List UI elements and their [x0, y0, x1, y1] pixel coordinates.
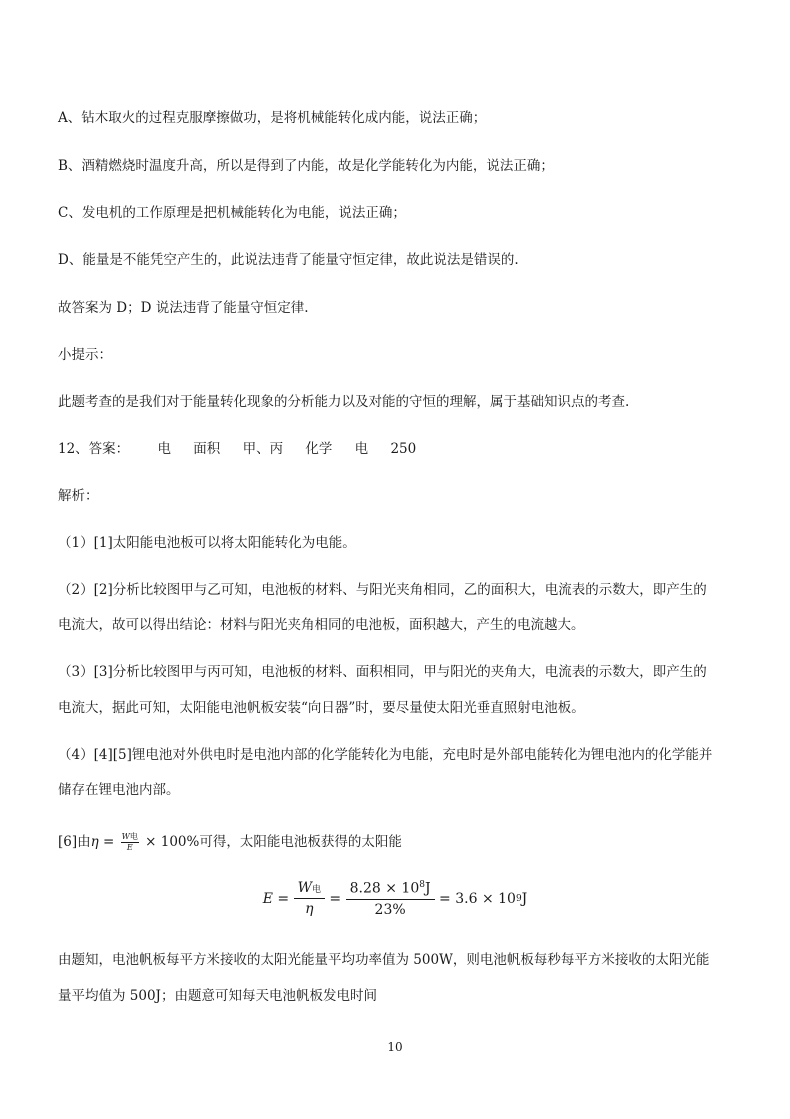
f2-numerator-exp: 8 — [419, 880, 425, 890]
paragraph-1: （1）[1]太阳能电池板可以将太阳能转化为电能。 — [58, 535, 356, 551]
fraction-1 — [294, 880, 325, 917]
inline-numerator-sub: 电 — [129, 832, 138, 841]
answer-5: 电 — [354, 441, 369, 457]
formula-suffix: 可得，太阳能电池板获得的太阳能 — [199, 834, 402, 850]
equals-sign: = — [98, 834, 119, 850]
equals-1: = — [272, 890, 294, 907]
f1-denominator: η — [305, 901, 314, 918]
option-d-text: D、能量是不能凭空产生的，此说法违背了能量守恒定律，故此说法是错误的. — [58, 252, 519, 268]
option-b-text: B、酒精燃烧时温度升高，所以是得到了内能，故是化学能转化为内能，说法正确； — [58, 158, 554, 174]
eta-symbol: η — [90, 834, 99, 850]
f1-numerator-sub: 电 — [311, 885, 321, 896]
q12-label: 12、答案： — [58, 441, 130, 457]
option-c-text: C、发电机的工作原理是把机械能转化为电能，说法正确； — [58, 205, 406, 221]
answer-3: 甲、丙 — [242, 441, 284, 457]
paragraph-3-line-1: （3）[3]分析比较图甲与丙可知，电池板的材料、面积相同，甲与阳光的夹角大，电流表的示数大，即产生的 — [58, 664, 707, 680]
inline-denominator: E — [126, 843, 133, 852]
paragraph-7-line-2: 量平均值为 500J；由题意可知每天电池帆板发电时间 — [58, 988, 377, 1004]
answer-4: 化学 — [305, 441, 333, 457]
paragraph-7-line-1: 由题知，电池帆板每平方米接收的太阳光能量平均功率值为 500W，则电池帆板每秒每平方米接收的太阳光能 — [58, 952, 710, 968]
f2-numerator-unit: J — [424, 880, 431, 897]
energy-formula-display — [0, 880, 790, 918]
inline-numerator: W — [121, 832, 130, 841]
option-a-text: A、钻木取火的过程克服摩擦做功，是将机械能转化成内能，说法正确； — [58, 110, 487, 126]
page-number: 10 — [387, 1040, 403, 1054]
tip-text: 此题考查的是我们对于能量转化现象的分析能力以及对能的守恒的理解，属于基础知识点的考查. — [58, 394, 630, 410]
answer-1: 电 — [157, 441, 171, 457]
f2-numerator: 8.28 × 10 — [349, 880, 420, 897]
lhs-symbol: E — [262, 890, 273, 907]
inline-fraction — [121, 832, 139, 853]
result-unit: J — [521, 890, 528, 907]
f2-denominator: 23% — [374, 901, 406, 918]
paragraph-2-line-2: 电流大，故可以得出结论：材料与阳光夹角相同的电池板，面积越大，产生的电流越大。 — [58, 617, 585, 633]
f1-numerator: W — [297, 880, 312, 897]
paragraph-4-line-2: 储存在锂电池内部。 — [58, 782, 180, 798]
conclusion-text: 故答案为 D；D 说法违背了能量守恒定律. — [58, 300, 309, 316]
efficiency-formula-line — [58, 830, 402, 860]
fraction-2 — [346, 880, 435, 918]
analysis-label: 解析： — [58, 488, 99, 504]
q12-answer-row — [58, 439, 748, 459]
paragraph-3-line-2: 电流大，据此可知，太阳能电池帆板安装“向日器”时，要尽量使太阳光垂直照射电池板。 — [58, 700, 585, 716]
answer-6: 250 — [390, 441, 417, 457]
equals-3-result: = 3.6 × 10 — [439, 890, 516, 907]
times-percent: × 100% — [140, 834, 200, 850]
result-exp: 9 — [515, 893, 522, 904]
paragraph-4-line-1: （4）[4][5]锂电池对外供电时是电池内部的化学能转化为电能，充电时是外部电能转化为锂电池内的化学能并 — [58, 747, 713, 763]
answer-2: 面积 — [193, 441, 221, 457]
formula-prefix: [6]由 — [58, 834, 91, 850]
tip-label: 小提示： — [58, 347, 112, 363]
equals-2: = — [329, 890, 346, 907]
paragraph-2-line-1: （2）[2]分析比较图甲与乙可知，电池板的材料、与阳光夹角相同，乙的面积大，电流表的示数大，即产生的 — [58, 582, 707, 598]
